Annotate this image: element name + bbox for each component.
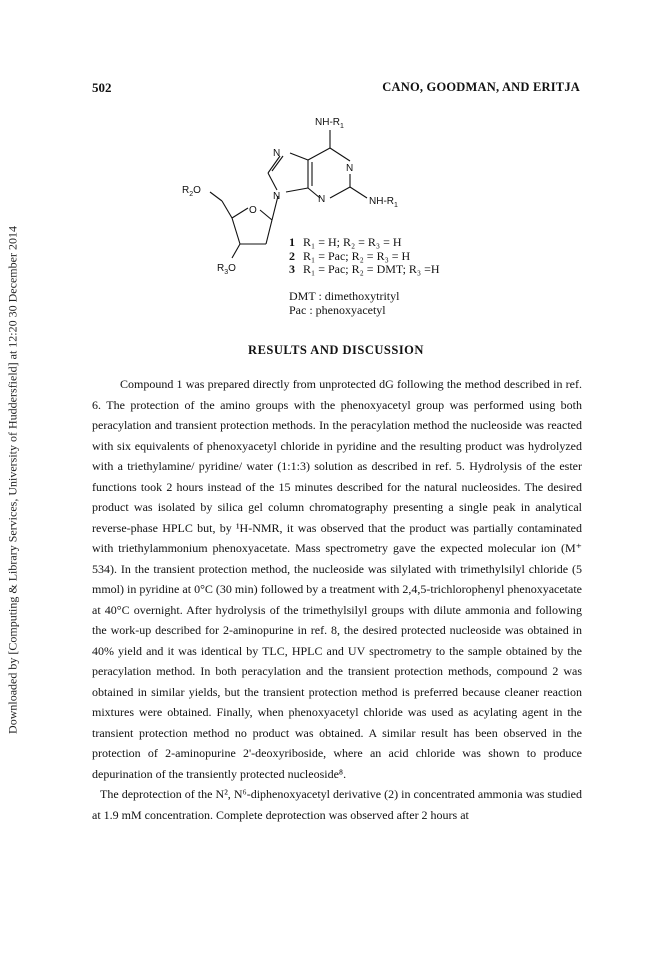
abbreviation-pac: Pac : phenoxyacetyl bbox=[289, 302, 386, 317]
compound-row bbox=[289, 263, 440, 277]
compound-number: 3 bbox=[289, 262, 295, 276]
abbreviation-list bbox=[289, 290, 399, 317]
ring-oxygen-label: O bbox=[249, 205, 257, 216]
n1-label: N bbox=[346, 163, 354, 174]
compound-number: 1 bbox=[289, 235, 295, 249]
n7-label: N bbox=[273, 148, 281, 159]
running-head: CANO, GOODMAN, AND ERITJA bbox=[382, 80, 580, 94]
abbreviation-dmt: DMT : dimethoxytrityl bbox=[289, 289, 400, 303]
r3o-label: $R_3O$ bbox=[217, 263, 236, 276]
page-number: 502 bbox=[92, 80, 112, 95]
compound-list bbox=[289, 236, 440, 277]
compound-description: R₁ = Pac; R₂ = R₃ = H bbox=[303, 248, 411, 263]
amino-top-label: $NH-R_1$ bbox=[315, 117, 344, 130]
paragraph: Compound 1 was prepared directly from unprotected dG following the method described in ref. 6. The protection of the amino groups with the phenoxyacetyl group was performed using both peracylation and transient protection methods. In the peracylation method the nucleoside was reacted with six equivalents of phenoxyacetyl chloride in pyridine and the resulting product was hydrolyzed with a triethylamine/ pyridine/ water (1:1:3) solution as described in ref. 5. Hydrolysis of the ester functions took 2 hours instead of the 15 minutes described for the natural nucleosides. The desired product was isolated by silica gel column chromatography presenting a single peak in analytical reverse-phase HPLC but, by ¹H-NMR, it was observed that the product was partially contaminated with triethylammonium phenoxyacetate. Mass spectrometry gave the expected molecular ion (M⁺ 534). In the transient protection method, the nucleoside was silylated with trimethylsilyl chloride (5 mmol) in pyridine at 0°C (30 min) followed by a treatment with 2,4,5-trichlorophenyl phenoxyacetate at 40°C overnight. After hydrolysis of the trimethylsilyl groups with dilute ammonia and following the work-up described for 2-aminopurine in ref. 8, the desired protected nucleoside was obtained in 40% yield and it was identical by TLC, HPLC and UV spectrometry to the sample obtained by the peracylation method. In both peracylation and the transient protection methods, compound 2 was obtained in similar yields, but the transient protection method is preferred because cleaner reaction mixtures were obtained. Finally, when phenoxyacetyl chloride was used as acylating agent in the transient protection method no product was obtained. A similar result has been observed in the protection of 2-aminopurine 2'-deoxyriboside, where an acid chloride was shown to produce depurination of the transiently protected nucleoside⁸. bbox=[92, 377, 582, 781]
compound-number: 2 bbox=[289, 248, 295, 263]
compound-row bbox=[289, 236, 440, 250]
download-notice-text: Downloaded by [Computing & Library Services, University of Huddersfield] at 12:20 30 December 2014 bbox=[5, 226, 20, 734]
r2o-label: $R_2O$ bbox=[182, 185, 201, 198]
n3-label: N bbox=[318, 194, 326, 205]
body-text bbox=[92, 374, 582, 825]
n9-label: N bbox=[273, 191, 281, 202]
compound-description: R₁ = H; R₂ = R₃ = H bbox=[303, 235, 402, 249]
compound-description: R₁ = Pac; R₂ = DMT; R₃ =H bbox=[303, 262, 440, 276]
paragraph: The deprotection of the N², N⁶-diphenoxyacetyl derivative (2) in concentrated ammonia was studied at 1.9 mM concentration. Complete deprotection was observed after 2 hours at bbox=[92, 787, 582, 822]
compound-row bbox=[289, 250, 440, 264]
section-heading: RESULTS AND DISCUSSION bbox=[248, 343, 424, 357]
amino-right-label: $NH-R_1$ bbox=[369, 196, 398, 209]
download-notice bbox=[6, 120, 20, 840]
